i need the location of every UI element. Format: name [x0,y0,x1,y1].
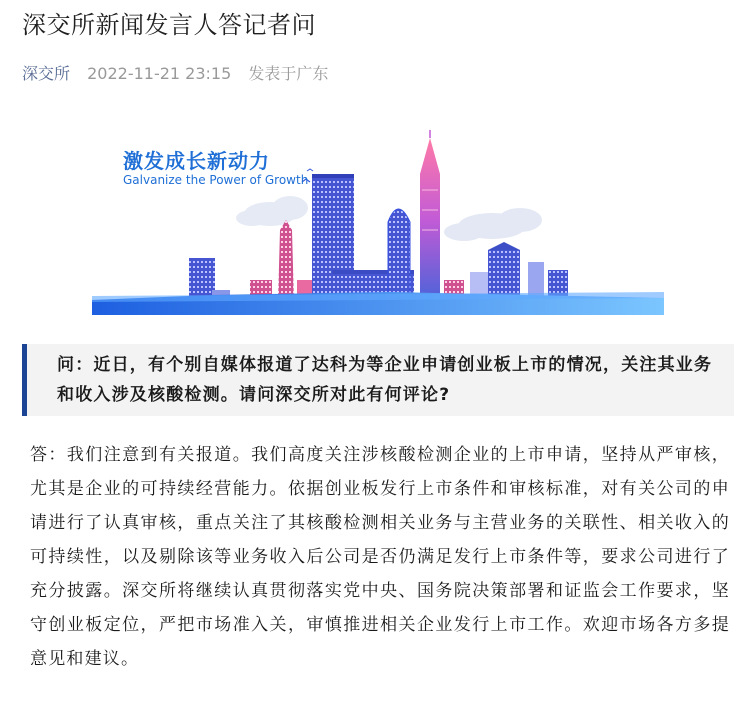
seagull-icon [307,169,313,171]
building [488,242,520,250]
cloud-left [236,196,308,226]
building [189,258,215,300]
question-text: 问：近日，有个别自媒体报道了达科为等企业申请创业板上市的情况，关注其业务和收入涉及核酸检测。请问深交所对此有何评论? [57,355,713,405]
building [388,209,410,302]
article-title: 深交所新闻发言人答记者问 [22,11,316,39]
source-link[interactable]: 深交所 [22,64,71,83]
banner-title: 激发成长新动力 [123,149,270,173]
answer-text: 答：我们注意到有关报道。我们高度关注涉核酸检测企业的上市申请，坚持从严审核，尤其是企业的可持续经营能力。依据创业板发行上市条件和审核标准，对有关公司的申请进行了认真审核，重点关注了其核酸检测相关业务与主营业务的关联性、相关收入的可持续性，以及剔除该等业务收入后公司是否仍满足发行上市条件等，要求公司进行了充分披露。深交所将继续认真贯彻落实党中央、国务院决策部署和证监会工作要求，坚守创业板定位，严把市场准入关，审慎推进相关企业发行上市工作。欢迎市场各方多提意见和建议。 [30,445,730,669]
building [312,174,354,178]
answer-paragraph [30,438,730,676]
building [278,220,294,302]
article-meta [22,62,328,86]
question-blockquote [22,344,734,416]
banner-image [92,130,664,318]
publish-location: 发表于广东 [248,64,329,83]
banner-subtitle: Galvanize the Power of Growth [123,173,309,187]
building [420,138,440,302]
cloud-right [444,208,542,241]
publish-time: 2022-11-21 23:15 [87,64,232,83]
